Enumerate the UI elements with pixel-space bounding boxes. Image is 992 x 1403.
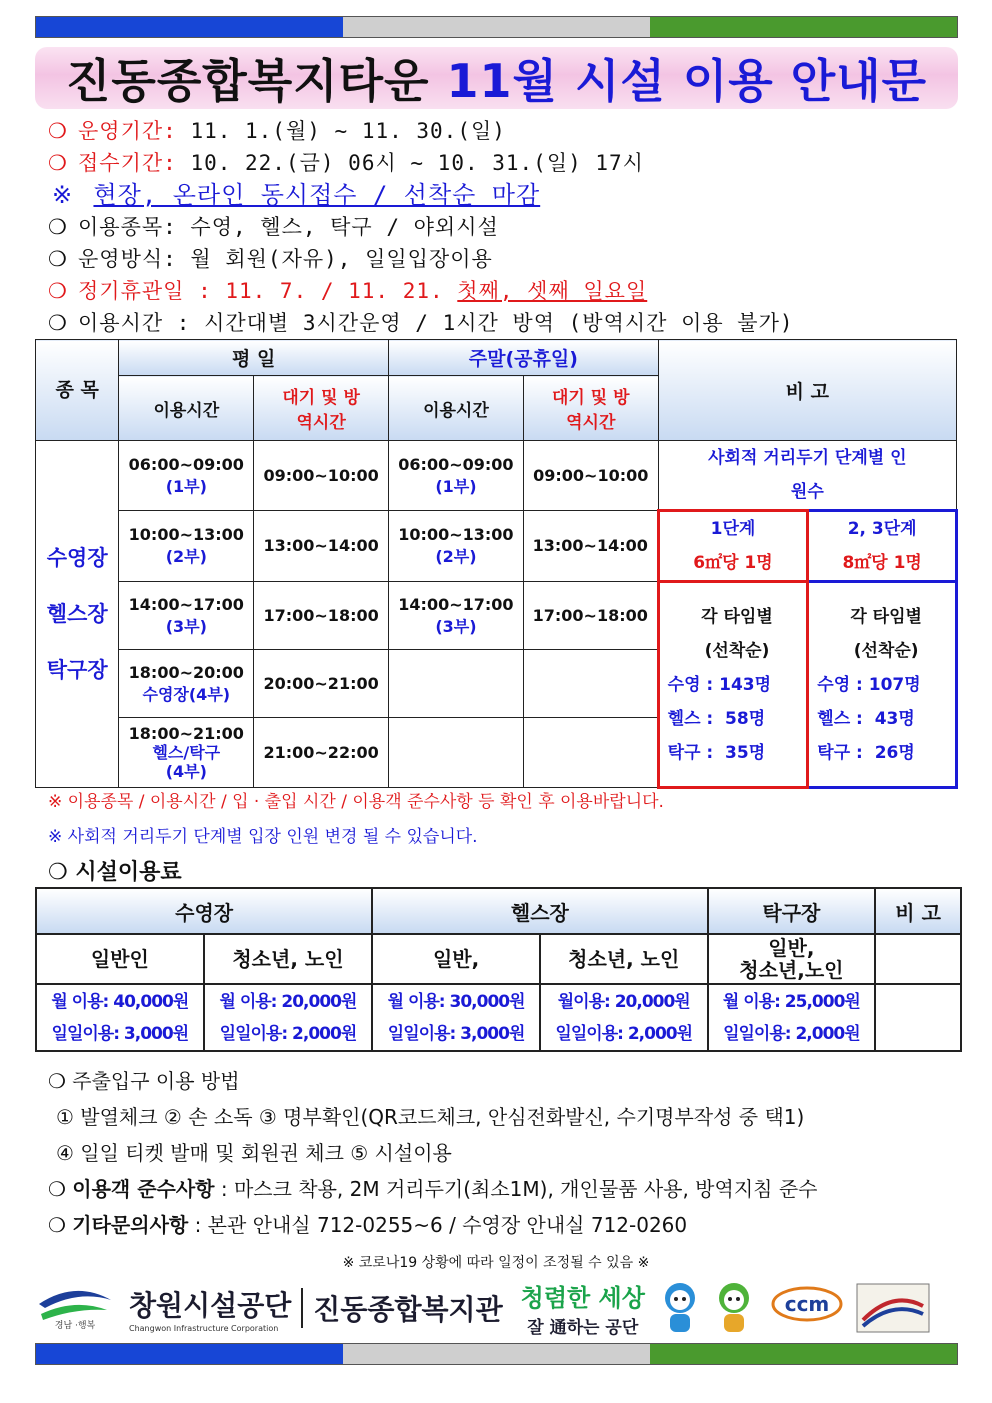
weekend-header: 주말(공휴일) bbox=[389, 340, 659, 376]
circle-bullet-icon: ❍ bbox=[48, 215, 68, 239]
page-title bbox=[66, 45, 927, 111]
fee-remarks-header: 비 고 bbox=[875, 888, 961, 934]
slogan bbox=[521, 1278, 645, 1338]
bottom-color-bar bbox=[35, 1343, 958, 1365]
notes bbox=[48, 788, 664, 858]
closed-line bbox=[48, 276, 948, 308]
items-text: 이용종목: 수영, 헬스, 탁구 / 야외시설 bbox=[78, 215, 499, 239]
table-cell: 일반, bbox=[372, 934, 540, 984]
method-text: 운영방식: 월 회원(자유), 일일입장이용 bbox=[78, 247, 493, 271]
table-cell: 일반인 bbox=[36, 934, 204, 984]
hours-text: 이용시간 : 시간대별 3시간운영 / 1시간 방역 (방역시간 이용 불가) bbox=[78, 311, 794, 335]
top-bar-blue bbox=[36, 17, 343, 37]
weekend-use-time-header: 이용시간 bbox=[389, 376, 524, 441]
table-cell: 10:00~13:00 (2부) bbox=[389, 511, 524, 582]
table-cell: 18:00~21:00 헬스/탁구 (4부) bbox=[119, 718, 254, 788]
reception-label: 접수기간: bbox=[78, 151, 177, 175]
weekday-use-time-header: 이용시간 bbox=[119, 376, 254, 441]
table-cell bbox=[389, 718, 524, 788]
org-name-en: Changwon Infrastructure Corporation bbox=[129, 1323, 279, 1333]
table-cell: 18:00~20:00 수영장(4부) bbox=[119, 650, 254, 718]
title-part2: 11월 시설 이용 안내문 bbox=[446, 54, 928, 108]
corporation-logo-icon bbox=[35, 1280, 115, 1336]
hours-line bbox=[48, 308, 948, 340]
entry-section bbox=[48, 1064, 968, 1244]
fee-heading: ❍ 시설이용료 bbox=[48, 860, 182, 885]
reception-line bbox=[48, 148, 948, 180]
circle-bullet-icon: ❍ bbox=[48, 1069, 73, 1093]
top-color-bar bbox=[35, 16, 958, 38]
reception-value: 10. 22.(금) 06시 ~ 10. 31.(일) 17시 bbox=[190, 151, 644, 175]
period-line bbox=[48, 116, 948, 148]
entry-heading: ❍ 주출입구 이용 방법 bbox=[48, 1069, 240, 1093]
table-cell: 06:00~09:00 (1부) bbox=[119, 441, 254, 511]
bottom-bar-green bbox=[650, 1344, 957, 1364]
table-cell: 09:00~10:00 bbox=[254, 441, 389, 511]
notice-mark: ※ bbox=[52, 181, 74, 209]
table-cell: 06:00~09:00 (1부) bbox=[389, 441, 524, 511]
table-cell: 월 이용: 30,000원 일일이용: 3,000원 bbox=[372, 984, 540, 1051]
weekday-header: 평 일 bbox=[119, 340, 389, 376]
org-name-ko: 창원시설공단 bbox=[129, 1288, 292, 1322]
branch-name: 진동종합복지관 bbox=[313, 1293, 503, 1326]
contact-line: ❍ 기타문의사항 : 본관 안내실 712-0255~6 / 수영장 안내실 712-0260 bbox=[48, 1213, 688, 1237]
svg-text:경남 ·행복: 경남 ·행복 bbox=[54, 1321, 96, 1331]
weekday-wait-header: 대기 및 방역시간 bbox=[254, 376, 389, 441]
table-cell: 09:00~10:00 bbox=[523, 441, 658, 511]
table-cell: 14:00~17:00 (3부) bbox=[119, 582, 254, 650]
circle-bullet-icon: ❍ bbox=[48, 311, 68, 335]
fee-gym-header: 헬스장 bbox=[372, 888, 707, 934]
table-cell bbox=[875, 934, 961, 984]
certification-logo-icon bbox=[853, 1280, 933, 1336]
stage23-title: 2, 3단계 bbox=[847, 519, 917, 539]
facility-gym: 헬스장 bbox=[46, 602, 108, 626]
circle-bullet-icon: ❍ bbox=[48, 279, 68, 303]
closed-days: 첫째, 셋째 일요일 bbox=[457, 279, 648, 303]
distancing-title: 사회적 거리두기 단계별 인원수 bbox=[658, 441, 956, 511]
stage1-rule: 6㎡당 1명 bbox=[693, 553, 773, 573]
table-cell: 20:00~21:00 bbox=[254, 650, 389, 718]
facility-list bbox=[36, 441, 119, 788]
items-line bbox=[48, 212, 948, 244]
table-cell: 월 이용: 20,000원 일일이용: 2,000원 bbox=[204, 984, 373, 1051]
col-item-header: 종 목 bbox=[36, 340, 119, 441]
table-cell: 월 이용: 40,000원 일일이용: 3,000원 bbox=[36, 984, 204, 1051]
stage1-counts: 각 타임별 (선착순) 수영 : 143명 헬스 : 58명 탁구 : 35명 bbox=[658, 582, 808, 788]
period-label: 운영기간: bbox=[78, 119, 177, 143]
weekend-wait-header: 대기 및 방역시간 bbox=[523, 376, 658, 441]
notice-line bbox=[48, 180, 948, 212]
top-bar-green bbox=[650, 17, 957, 37]
table-cell: 14:00~17:00 (3부) bbox=[389, 582, 524, 650]
divider bbox=[301, 1288, 303, 1328]
table-cell: 청소년, 노인 bbox=[540, 934, 708, 984]
bottom-bar-blue bbox=[36, 1344, 343, 1364]
mascot-green-icon bbox=[709, 1280, 759, 1336]
table-cell: 17:00~18:00 bbox=[523, 582, 658, 650]
facility-tabletennis: 탁구장 bbox=[46, 658, 108, 682]
covid-note: ※ 코로나19 상황에 따라 일정이 조정될 수 있음 ※ bbox=[342, 1255, 650, 1271]
table-cell: 21:00~22:00 bbox=[254, 718, 389, 788]
circle-bullet-icon: ❍ bbox=[48, 1177, 73, 1201]
notice-text: 현장, 온라인 동시접수 / 선착순 마감 bbox=[93, 181, 541, 209]
mascot-blue-icon bbox=[655, 1280, 705, 1336]
remarks-header: 비 고 bbox=[658, 340, 956, 441]
info-lines bbox=[48, 116, 948, 340]
circle-bullet-icon: ❍ bbox=[48, 1213, 73, 1237]
table-cell bbox=[875, 984, 961, 1051]
title-part1: 진동종합복지타운 bbox=[65, 54, 430, 108]
schedule-table bbox=[35, 339, 958, 789]
note-2: ※ 사회적 거리두기 단계별 입장 인원 변경 될 수 있습니다. bbox=[48, 827, 478, 847]
org-name bbox=[129, 1284, 291, 1333]
table-cell: 일반, 청소년,노인 bbox=[708, 934, 876, 984]
closed-prefix: 정기휴관일 : 11. 7. / 11. 21. bbox=[78, 279, 458, 303]
entry-steps-2: ④ 일일 티켓 발매 및 회원권 체크 ⑤ 시설이용 bbox=[56, 1141, 452, 1165]
circle-bullet-icon: ❍ bbox=[48, 247, 68, 271]
table-cell: 17:00~18:00 bbox=[254, 582, 389, 650]
stage1-box bbox=[658, 511, 808, 582]
circle-bullet-icon: ❍ bbox=[48, 119, 68, 143]
title-banner bbox=[35, 47, 958, 109]
table-cell bbox=[523, 718, 658, 788]
table-cell: 13:00~14:00 bbox=[254, 511, 389, 582]
table-cell: 월 이용: 25,000원 일일이용: 2,000원 bbox=[708, 984, 876, 1051]
stage23-rule: 8㎡당 1명 bbox=[842, 553, 922, 573]
bottom-bar-gray bbox=[343, 1344, 650, 1364]
fee-tt-header: 탁구장 bbox=[708, 888, 876, 934]
circle-bullet-icon: ❍ bbox=[48, 151, 68, 175]
table-cell: 13:00~14:00 bbox=[523, 511, 658, 582]
rules-line: ❍ 이용객 준수사항 : 마스크 착용, 2M 거리두기(최소1M), 개인물품 사용, 방역지침 준수 bbox=[48, 1177, 818, 1201]
circle-bullet-icon: ❍ bbox=[48, 860, 76, 885]
period-value: 11. 1.(월) ~ 11. 30.(일) bbox=[190, 119, 506, 143]
footer-logos bbox=[35, 1278, 958, 1338]
entry-steps-1: ① 발열체크 ② 손 소독 ③ 명부확인(QR코드체크, 안심전화발신, 수기명부작성 중 택1) bbox=[56, 1105, 805, 1129]
note-1: ※ 이용종목 / 이용시간 / 입 · 출입 시간 / 이용객 준수사항 등 확인 후 이용바랍니다. bbox=[48, 792, 664, 812]
stage23-box bbox=[808, 511, 957, 582]
method-line bbox=[48, 244, 948, 276]
facility-pool: 수영장 bbox=[46, 546, 108, 570]
top-bar-gray bbox=[343, 17, 650, 37]
svg-text:ccm: ccm bbox=[784, 1292, 830, 1316]
stage1-title: 1단계 bbox=[710, 519, 756, 539]
table-cell: 월이용: 20,000원 일일이용: 2,000원 bbox=[540, 984, 708, 1051]
stage23-counts: 각 타임별 (선착순) 수영 : 107명 헬스 : 43명 탁구 : 26명 bbox=[808, 582, 957, 788]
table-cell bbox=[523, 650, 658, 718]
fee-table bbox=[35, 887, 962, 1052]
fee-pool-header: 수영장 bbox=[36, 888, 372, 934]
table-cell: 청소년, 노인 bbox=[204, 934, 373, 984]
table-cell: 10:00~13:00 (2부) bbox=[119, 511, 254, 582]
table-cell bbox=[389, 650, 524, 718]
slogan-1: 청렴한 세상 bbox=[520, 1284, 645, 1312]
slogan-2: 잘 通하는 공단 bbox=[527, 1318, 639, 1338]
ccm-logo-icon bbox=[767, 1280, 847, 1336]
